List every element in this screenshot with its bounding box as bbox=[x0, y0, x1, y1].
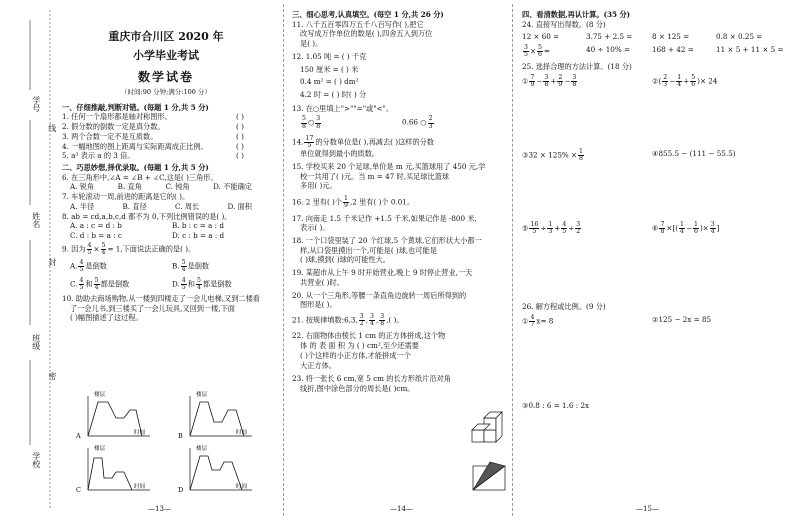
calc-q24-row1: 12 × 60 = 3.75 + 2.5 = 8 × 125 = 0.8 × 0.25 = bbox=[522, 32, 763, 42]
section-2-heading: 二、巧思妙想,择优录取。(每题 1 分,共 5 分) bbox=[62, 162, 209, 172]
section-4-heading: 四、看清数据,再认计算。(35 分) bbox=[522, 10, 631, 19]
choice-q8-options-cd: C. d : b = a : c D. c : b = a : d bbox=[70, 230, 225, 240]
binding-strip bbox=[0, 0, 58, 520]
judge-q3: 3. 两个合数一定不是互质数。 ( ) bbox=[62, 131, 244, 141]
fill-q11-line1: 11. 八千五百零四万五千八百写作( ),把它 bbox=[292, 19, 424, 29]
binding-label-school: 学校 bbox=[31, 452, 41, 468]
choice-q6: 6. 在三角形中,∠A = ∠B + ∠C,这是( )三角形。 bbox=[62, 172, 218, 182]
page-number-14: —14— bbox=[390, 504, 413, 513]
chart-b-xlabel: 时间 bbox=[236, 430, 248, 436]
page-15 bbox=[522, 8, 784, 410]
choice-q10-line2: 了一会儿书,到三楼买了一会儿玩具,又回到一楼,下面 bbox=[70, 303, 235, 313]
choice-q8: 8. ab = cd,a,b,c,d 都不为 0,下列比例错误的是( )。 bbox=[62, 211, 232, 221]
choice-q9: 9. 因为 $\frac{4}{5}$ × $\frac{5}{4}$ = 1,下面说法正确的是( )。 bbox=[62, 241, 196, 256]
calc-q24-row2: $\frac{3}{5}$ × $\frac{5}{6}$ = 40 ÷ 10% = 168 + 42 = 11 × 5 + 11 × 5 = bbox=[524, 44, 784, 59]
binding-label-line: 线 bbox=[47, 124, 57, 132]
chart-c-option: C bbox=[76, 486, 81, 494]
judge-q4: 4. 一幅地图的图上距离与实际距离成正比例。 ( ) bbox=[62, 141, 244, 151]
chart-c-xlabel: 时间 bbox=[134, 484, 146, 490]
page-number-15: —15— bbox=[636, 504, 659, 513]
choice-q7-options: A. 半径 B. 直径 C. 周长 D. 面积 bbox=[70, 201, 252, 211]
fill-q16: 16. 2 里有( )个 $\frac{1}{9}$ ,2 里有( )个 0.01。 bbox=[292, 195, 415, 210]
exam-title-line1: 重庆市合川区 2020 年 bbox=[108, 30, 224, 43]
fill-q15-line3: 多用( )元。 bbox=[300, 181, 337, 191]
calc-q25-row2: ③32 × 125% × $\frac{1}{8}$ ④855.5 − (111 − 55.5) bbox=[522, 147, 736, 162]
chart-b-ylabel: 楼层 bbox=[196, 392, 208, 398]
fill-q22-line1: 22. 右面物体由棱长 1 cm 的正方体拼成,这个物 bbox=[292, 331, 446, 341]
fill-q19-line2: 共营业( )时。 bbox=[300, 277, 344, 287]
page-number-13: —13— bbox=[148, 504, 171, 513]
fill-q11-line3: 是( )。 bbox=[300, 39, 323, 49]
fill-q12-d: 4.2 时 = ( ) 时( ) 分 bbox=[300, 90, 367, 100]
calc-q25-heading: 25. 选择合理的方法计算。(18 分) bbox=[522, 61, 632, 71]
binding-lines bbox=[0, 0, 58, 520]
exam-title-line3: 数学试卷 bbox=[137, 69, 194, 84]
judge-q1: 1. 任何一个扇形都是轴对称图形。 ( ) bbox=[62, 112, 244, 122]
fill-q14-line2: 单位就得到最小的质数。 bbox=[300, 149, 380, 159]
fill-q23-line2: 线折,图中涂色部分的周长是( )cm。 bbox=[300, 384, 415, 394]
fill-q17-line1: 17. 向南走 1.5 千米记作 +1.5 千米,如果记作是 -800 米, bbox=[292, 213, 477, 223]
section-3-heading: 三、细心思考,认真填空。(每空 1 分,共 26 分) bbox=[292, 10, 444, 19]
q22-cube-figure bbox=[468, 408, 510, 448]
chart-a-option: A bbox=[76, 432, 81, 440]
fill-q20-line2: 图形是( )。 bbox=[300, 300, 337, 310]
fill-q13: 13. 在○里填上">""="或"<"。 bbox=[292, 103, 394, 113]
page-14 bbox=[292, 8, 508, 394]
fill-q13-compare: $\frac{5}{8}$ ○ $\frac{3}{8}$ 0.66 ○ $\frac{2}{3}$ bbox=[302, 115, 433, 130]
page-divider-2 bbox=[512, 4, 513, 516]
exam-time: （时间:90 分钟;满分:100 分） bbox=[121, 87, 211, 96]
fill-q12-c: 0.4 m² = ( ) dm² bbox=[300, 77, 359, 87]
fill-q22-line4: 大正方体。 bbox=[300, 360, 336, 370]
binding-label-student-id: 学号 bbox=[31, 96, 41, 112]
choice-q10-line1: 10. 助助去商场购物,从一楼到四楼走了一会儿电梯,又到二楼看 bbox=[62, 293, 260, 303]
fill-q18-line2: 样,从口袋里摸出一个,可能是( )球,也可能是 bbox=[300, 245, 437, 255]
chart-d-ylabel: 楼层 bbox=[196, 446, 208, 452]
fill-q19-line1: 19. 某超市从上午 9 时开始营业,晚上 9 时停止营业,一天 bbox=[292, 268, 473, 278]
choice-q8-options-ab: A. a : c = d : b B. b : c = a : d bbox=[70, 221, 224, 231]
fill-q22-line2: 体 的 表 面 积 为 ( ) cm²,至少还需要 bbox=[300, 341, 419, 351]
calc-q25-row3: ⑤ $\frac{16}{5}$ ÷ $\frac{1}{3}$ + $\frac{4}{5}$ ÷ $\frac{3}{2}$ ⑥ $\frac{7}{8}$ ×[( $\frac{1}{4}$ − $\frac{1}{6}$ )× $\frac{3}{4}$ ] bbox=[522, 221, 720, 236]
fill-q18-line3: ( )球,摸到( )球的可能性大。 bbox=[300, 255, 390, 265]
fill-q12-a: 12. 1.05 吨 = ( ) 千克 bbox=[292, 51, 367, 61]
fill-q12-b: 150 厘米 = ( ) 米 bbox=[300, 64, 359, 74]
exam-title-line2: 小学毕业考试 bbox=[133, 48, 199, 62]
fill-q14-line1: 14. $\frac{17}{5}$ 的分数单位是( ),再减去( )这样的分数 bbox=[292, 134, 435, 150]
section-1-heading: 一、仔细推敲,判断对错。(每题 1 分,共 5 分) bbox=[62, 102, 209, 112]
fill-q23-line1: 23. 将一张长 6 cm,宽 5 cm 的长方形纸片沿对角 bbox=[292, 374, 451, 384]
q23-folded-rectangle-figure bbox=[470, 458, 508, 496]
fill-q11-line2: 改写成万作单位的数是( ),四舍五入到万位 bbox=[300, 29, 433, 39]
calc-q25-row1: ① $\frac{7}{9}$ − $\frac{3}{8}$ + $\frac{2}{9}$ − $\frac{3}{8}$ ②( $\frac{2}{3}$ − $\frac{1}{4}$ + $\frac{5}{6}$ )× 24 bbox=[522, 74, 718, 89]
binding-label-seal: 封 bbox=[47, 258, 57, 266]
calc-q26-row2: ③0.8 : 6 = 1.6 : 2x bbox=[522, 400, 590, 410]
fill-q15-line1: 15. 学校买来 20 个足球,单价是 m 元,买篮球用了 450 元,学 bbox=[292, 162, 486, 171]
calc-q26-row1: ① $\frac{4}{7}$ x= 8 ②125 − 2x = 85 bbox=[522, 314, 712, 329]
chart-b-option: B bbox=[178, 432, 183, 440]
fill-q17-line2: 表示( )。 bbox=[300, 223, 330, 233]
fill-q20-line1: 20. 从一个三角形,等腰一条直角边旋转一周后所得到的 bbox=[292, 290, 467, 300]
chart-a-xlabel: 时间 bbox=[134, 430, 146, 436]
q10-charts bbox=[72, 388, 272, 500]
chart-d-option: D bbox=[178, 486, 184, 494]
binding-label-name: 姓名 bbox=[31, 212, 41, 228]
choice-q9-options-cd: C. $\frac{4}{5}$ 和 $\frac{5}{4}$ 都是倒数 D. $\frac{4}{5}$ 和 $\frac{5}{4}$ 都是倒数 bbox=[70, 276, 232, 291]
fill-q21: 21. 按规律填数:6,3, $\frac{3}{2}$ , $\frac{3}{4}$ , $\frac{3}{8}$ ,( )。 bbox=[292, 313, 404, 328]
choice-q10-line3: ( )幅图描述了这过程。 bbox=[70, 313, 143, 323]
binding-label-class: 班级 bbox=[31, 334, 41, 350]
judge-q2: 2. 假分数的倒数一定是真分数。 ( ) bbox=[62, 122, 244, 132]
chart-d-xlabel: 时间 bbox=[236, 484, 248, 490]
calc-q26-heading: 26. 解方程或比例。(9 分) bbox=[522, 301, 606, 311]
chart-a-ylabel: 楼层 bbox=[94, 392, 106, 398]
chart-c-ylabel: 楼层 bbox=[94, 446, 106, 452]
calc-q24-heading: 24. 直接写出得数。(8 分) bbox=[522, 19, 606, 29]
choice-q7: 7. 车轮滚动一周,前进的距离是它的( )。 bbox=[62, 192, 190, 202]
choice-q9-options-ab: A. $\frac{4}{5}$ 是倒数 B. $\frac{5}{4}$ 是倒数 bbox=[70, 259, 210, 274]
page-13 bbox=[62, 8, 270, 323]
fill-q18-line1: 18. 一个口袋里装了 20 个红球,5 个黄球,它们形状大小都一 bbox=[292, 236, 482, 245]
fill-q22-line3: ( )个这样的小正方体,才能拼成一个 bbox=[300, 350, 411, 360]
judge-q5: 5. a³ 表示 a 的 3 倍。 ( ) bbox=[62, 151, 244, 161]
page-divider-1 bbox=[283, 4, 284, 516]
binding-label-secret: 密 bbox=[47, 372, 57, 380]
choice-q6-options: A. 锐角 B. 直角 C. 钝角 D. 不能确定 bbox=[70, 182, 252, 192]
fill-q15-line2: 校一共用了( )元。当 m = 47 时,买足球比篮球 bbox=[300, 171, 450, 181]
